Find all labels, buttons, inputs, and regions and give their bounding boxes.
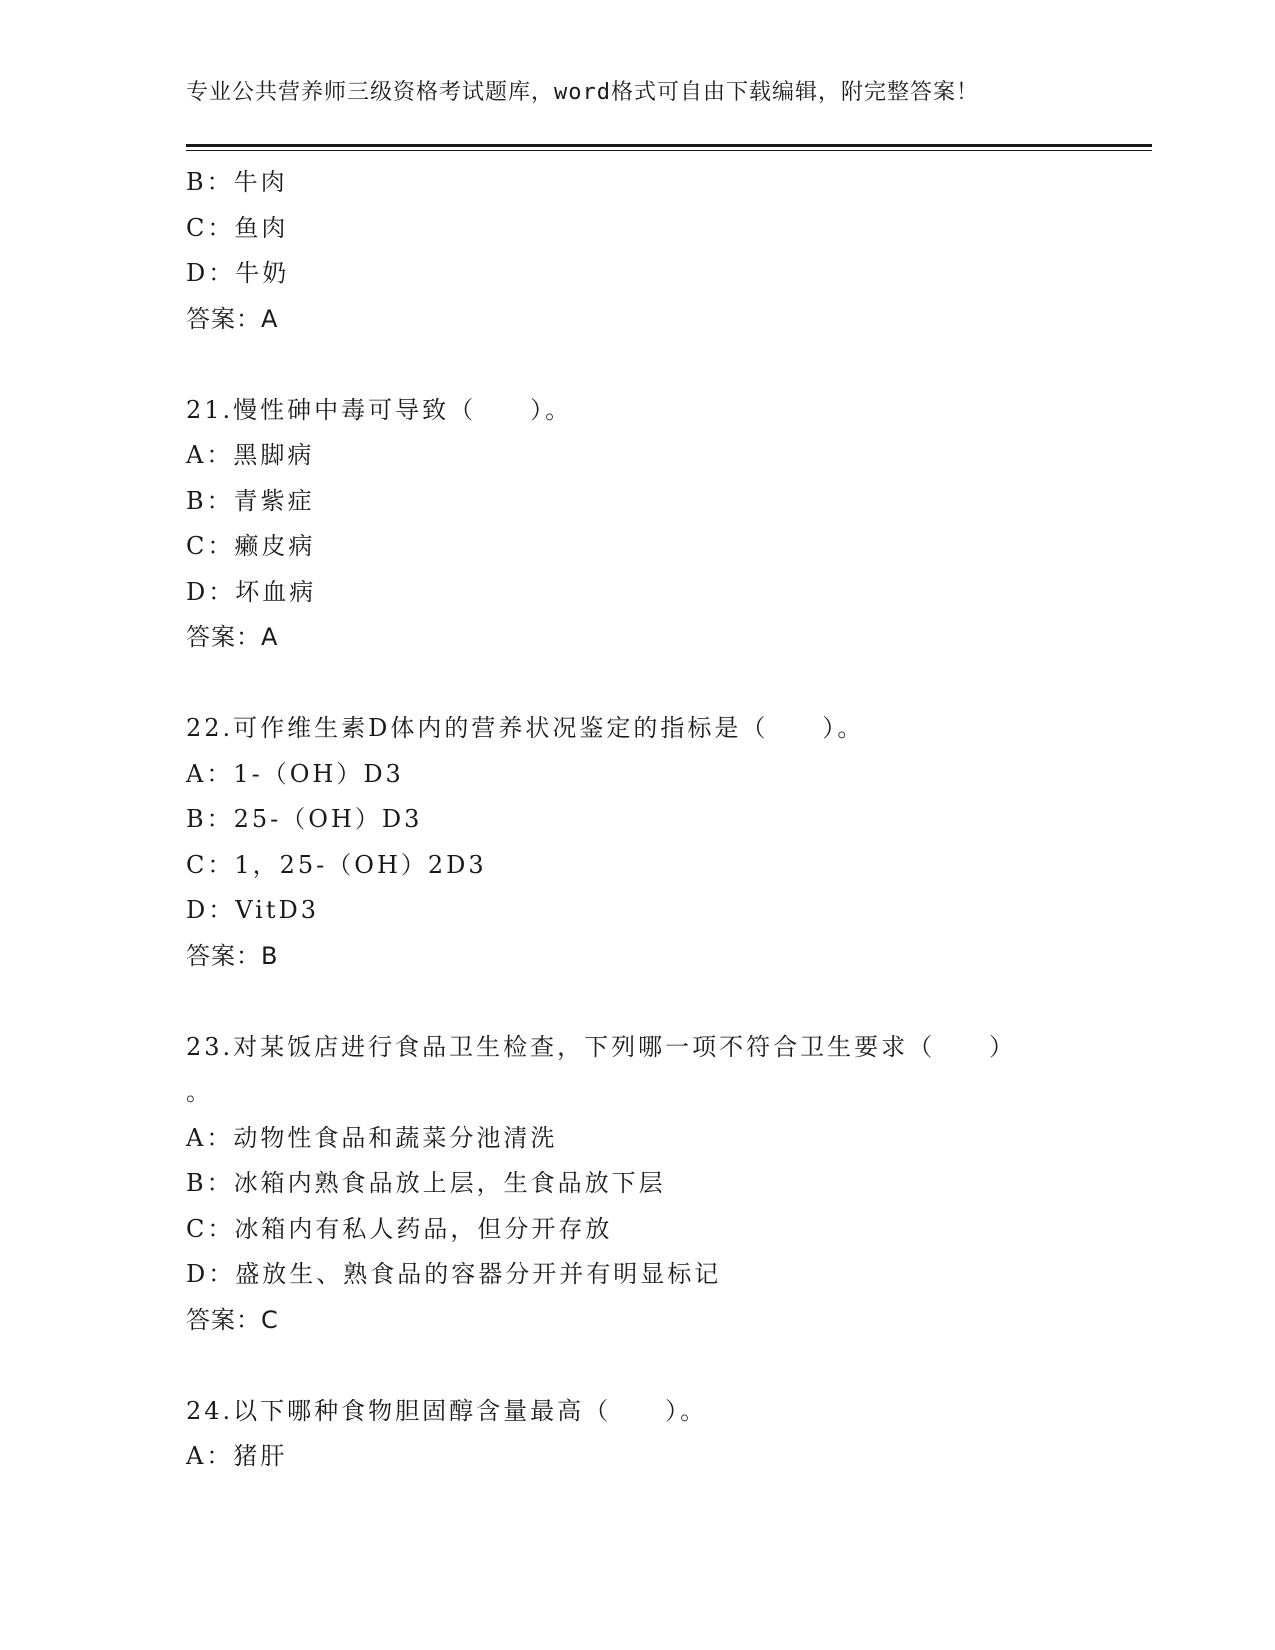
- spacer: [186, 1343, 1152, 1389]
- question-text-continued: 。: [186, 1078, 213, 1106]
- question-block: [186, 1389, 1152, 1480]
- header-rule-thick: [186, 144, 1152, 147]
- answer-line: 答案：C: [186, 1305, 279, 1334]
- option-c: C：1，25-（OH）2D3: [186, 850, 487, 879]
- option-a: A：猪肝: [186, 1442, 288, 1470]
- spacer: [186, 342, 1152, 388]
- question-list: [186, 160, 1152, 1480]
- option-c: C：鱼肉: [186, 213, 289, 242]
- question-block: [186, 160, 1152, 342]
- question-block: [186, 388, 1152, 661]
- document-page: [186, 0, 1152, 1650]
- option-d: D：盛放生、熟食品的容器分开并有明显标记: [186, 1260, 722, 1288]
- option-d: D：牛奶: [186, 259, 290, 287]
- page-header: 专业公共营养师三级资格考试题库，word格式可自由下载编辑，附完整答案！: [186, 80, 979, 105]
- question-text: 23.对某饭店进行食品卫生检查，下列哪一项不符合卫生要求（ ）: [186, 1032, 1017, 1061]
- answer-line: 答案：B: [186, 941, 279, 970]
- answer-line: 答案：A: [186, 304, 279, 333]
- question-block: [186, 1025, 1152, 1344]
- option-a: A：黑脚病: [186, 441, 315, 469]
- option-b: B：25-（OH）D3: [186, 805, 423, 833]
- question-text: 24.以下哪种食物胆固醇含量最高（ ）。: [186, 1396, 708, 1425]
- option-c: C：冰箱内有私人药品，但分开存放: [186, 1214, 613, 1243]
- option-b: B：青紫症: [186, 486, 315, 515]
- option-c: C：癞皮病: [186, 532, 316, 560]
- option-b: B：牛肉: [186, 168, 288, 196]
- header-rule-thin: [186, 150, 1152, 151]
- option-b: B：冰箱内熟食品放上层，生食品放下层: [186, 1169, 666, 1197]
- question-text: 21.慢性砷中毒可导致（ ）。: [186, 395, 573, 424]
- spacer: [186, 979, 1152, 1025]
- answer-line: 答案：A: [186, 623, 279, 651]
- option-d: D：VitD3: [186, 896, 319, 924]
- question-block: [186, 706, 1152, 979]
- question-text: 22.可作维生素D体内的营养状况鉴定的指标是（ ）。: [186, 714, 865, 742]
- spacer: [186, 661, 1152, 707]
- option-d: D：坏血病: [186, 577, 317, 606]
- option-a: A：动物性食品和蔬菜分池清洗: [186, 1123, 558, 1152]
- option-a: A：1-（OH）D3: [186, 759, 404, 788]
